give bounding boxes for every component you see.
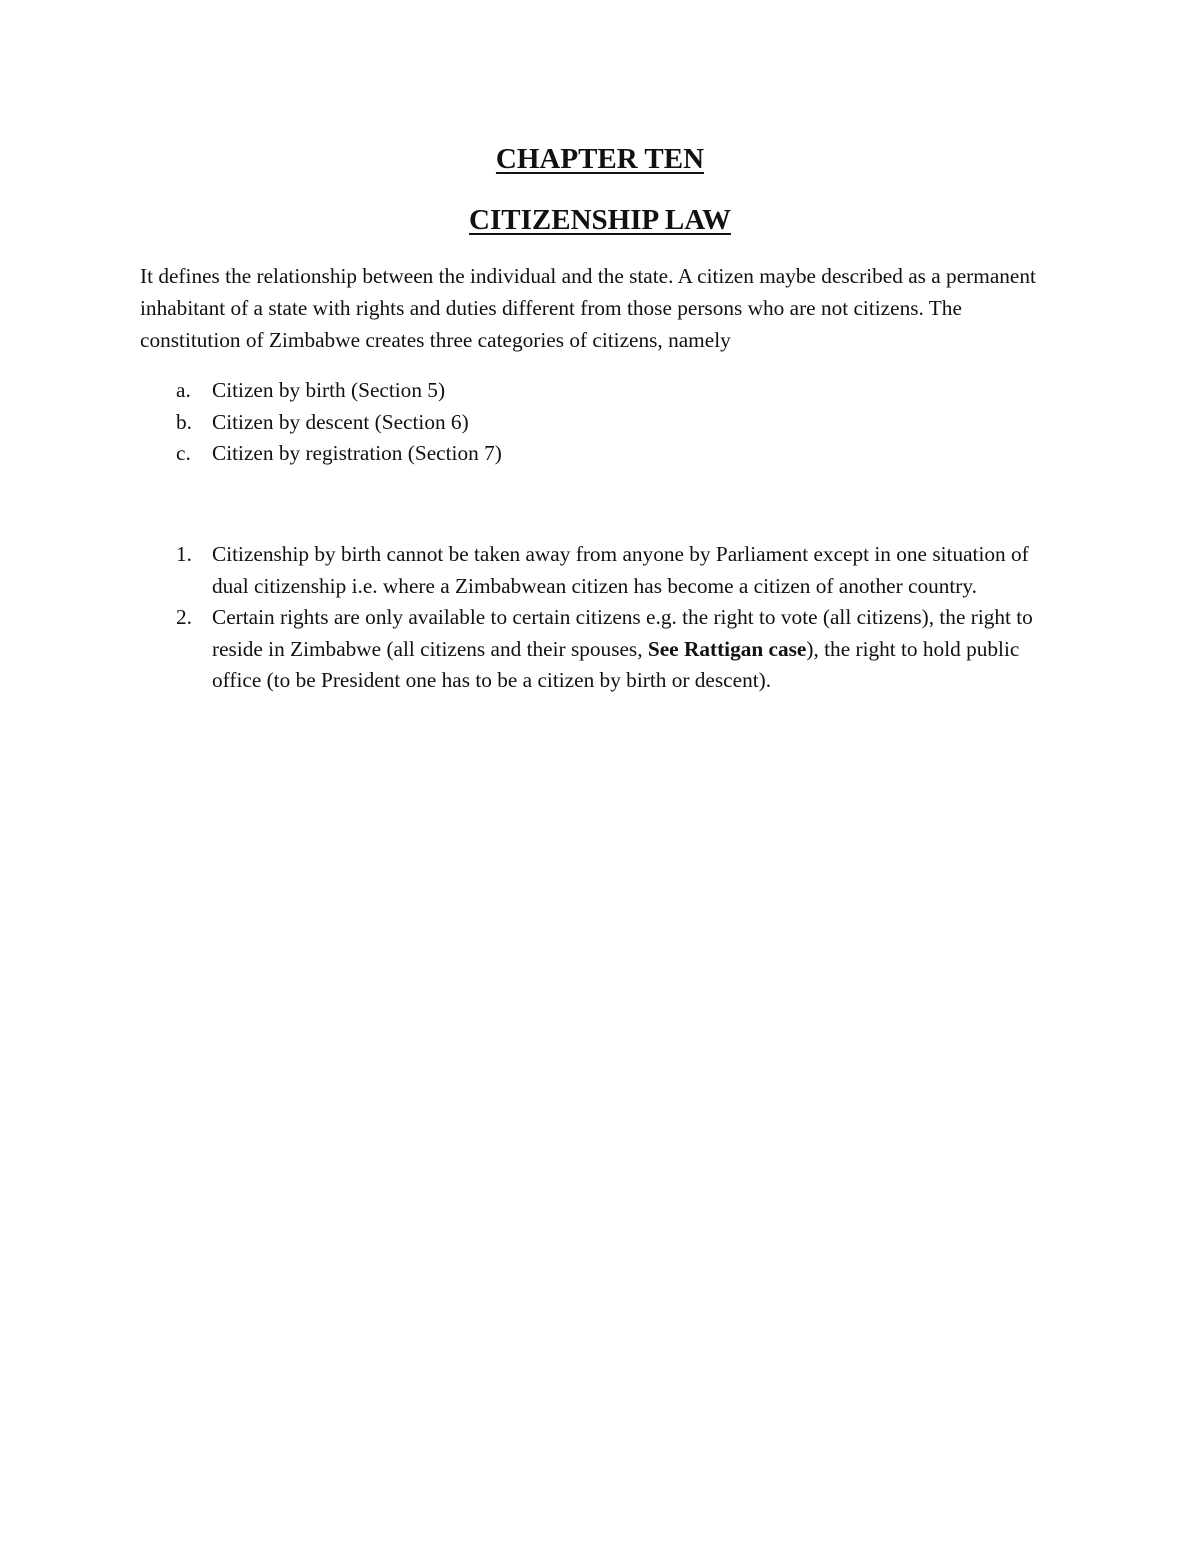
chapter-title: CHAPTER TEN	[495, 143, 705, 175]
list-marker: a.	[176, 378, 191, 402]
list-item-text: Citizen by descent (Section 6)	[212, 409, 469, 434]
list-item-text: Citizenship by birth cannot be taken away from anyone by Parliament except in one situation of dual citizenship i.e. where a Zimbabwean citizen has become a citizen of another country.	[212, 542, 1029, 598]
section-title: CITIZENSHIP LAW	[469, 204, 731, 236]
list-item	[140, 539, 1060, 602]
citizen-categories-list	[140, 375, 1060, 470]
case-reference: See Rattigan case	[647, 636, 807, 661]
list-marker: 2.	[176, 605, 192, 629]
list-item	[140, 602, 1060, 697]
list-item-text: Citizen by registration (Section 7)	[212, 441, 502, 465]
list-marker: 1.	[176, 542, 192, 566]
citizenship-points-list	[140, 539, 1060, 697]
list-marker: b.	[176, 409, 192, 434]
list-item	[140, 438, 1060, 470]
text-segment: Certain rights are only available to certain citizens e.g. the right to vote (all citizens), the right to reside in Zimbabwe (all citizens and their spouses,	[212, 605, 1033, 661]
intro-paragraph: It defines the relationship between the individual and the state. A citizen maybe described as a permanent inhabitant of a state with rights and duties different from those persons who are not citizens. The constitution of Zimbabwe creates three categories of citizens, namely	[140, 264, 1036, 352]
text-segment: ), the right to hold public office (to be President one has to be a citizen by birth or descent).	[212, 636, 1020, 692]
list-item-text: Citizen by birth (Section 5)	[212, 378, 446, 402]
list-item	[140, 407, 1060, 439]
list-item	[140, 375, 1060, 407]
list-marker: c.	[176, 441, 191, 465]
list-item-text	[212, 605, 1033, 692]
